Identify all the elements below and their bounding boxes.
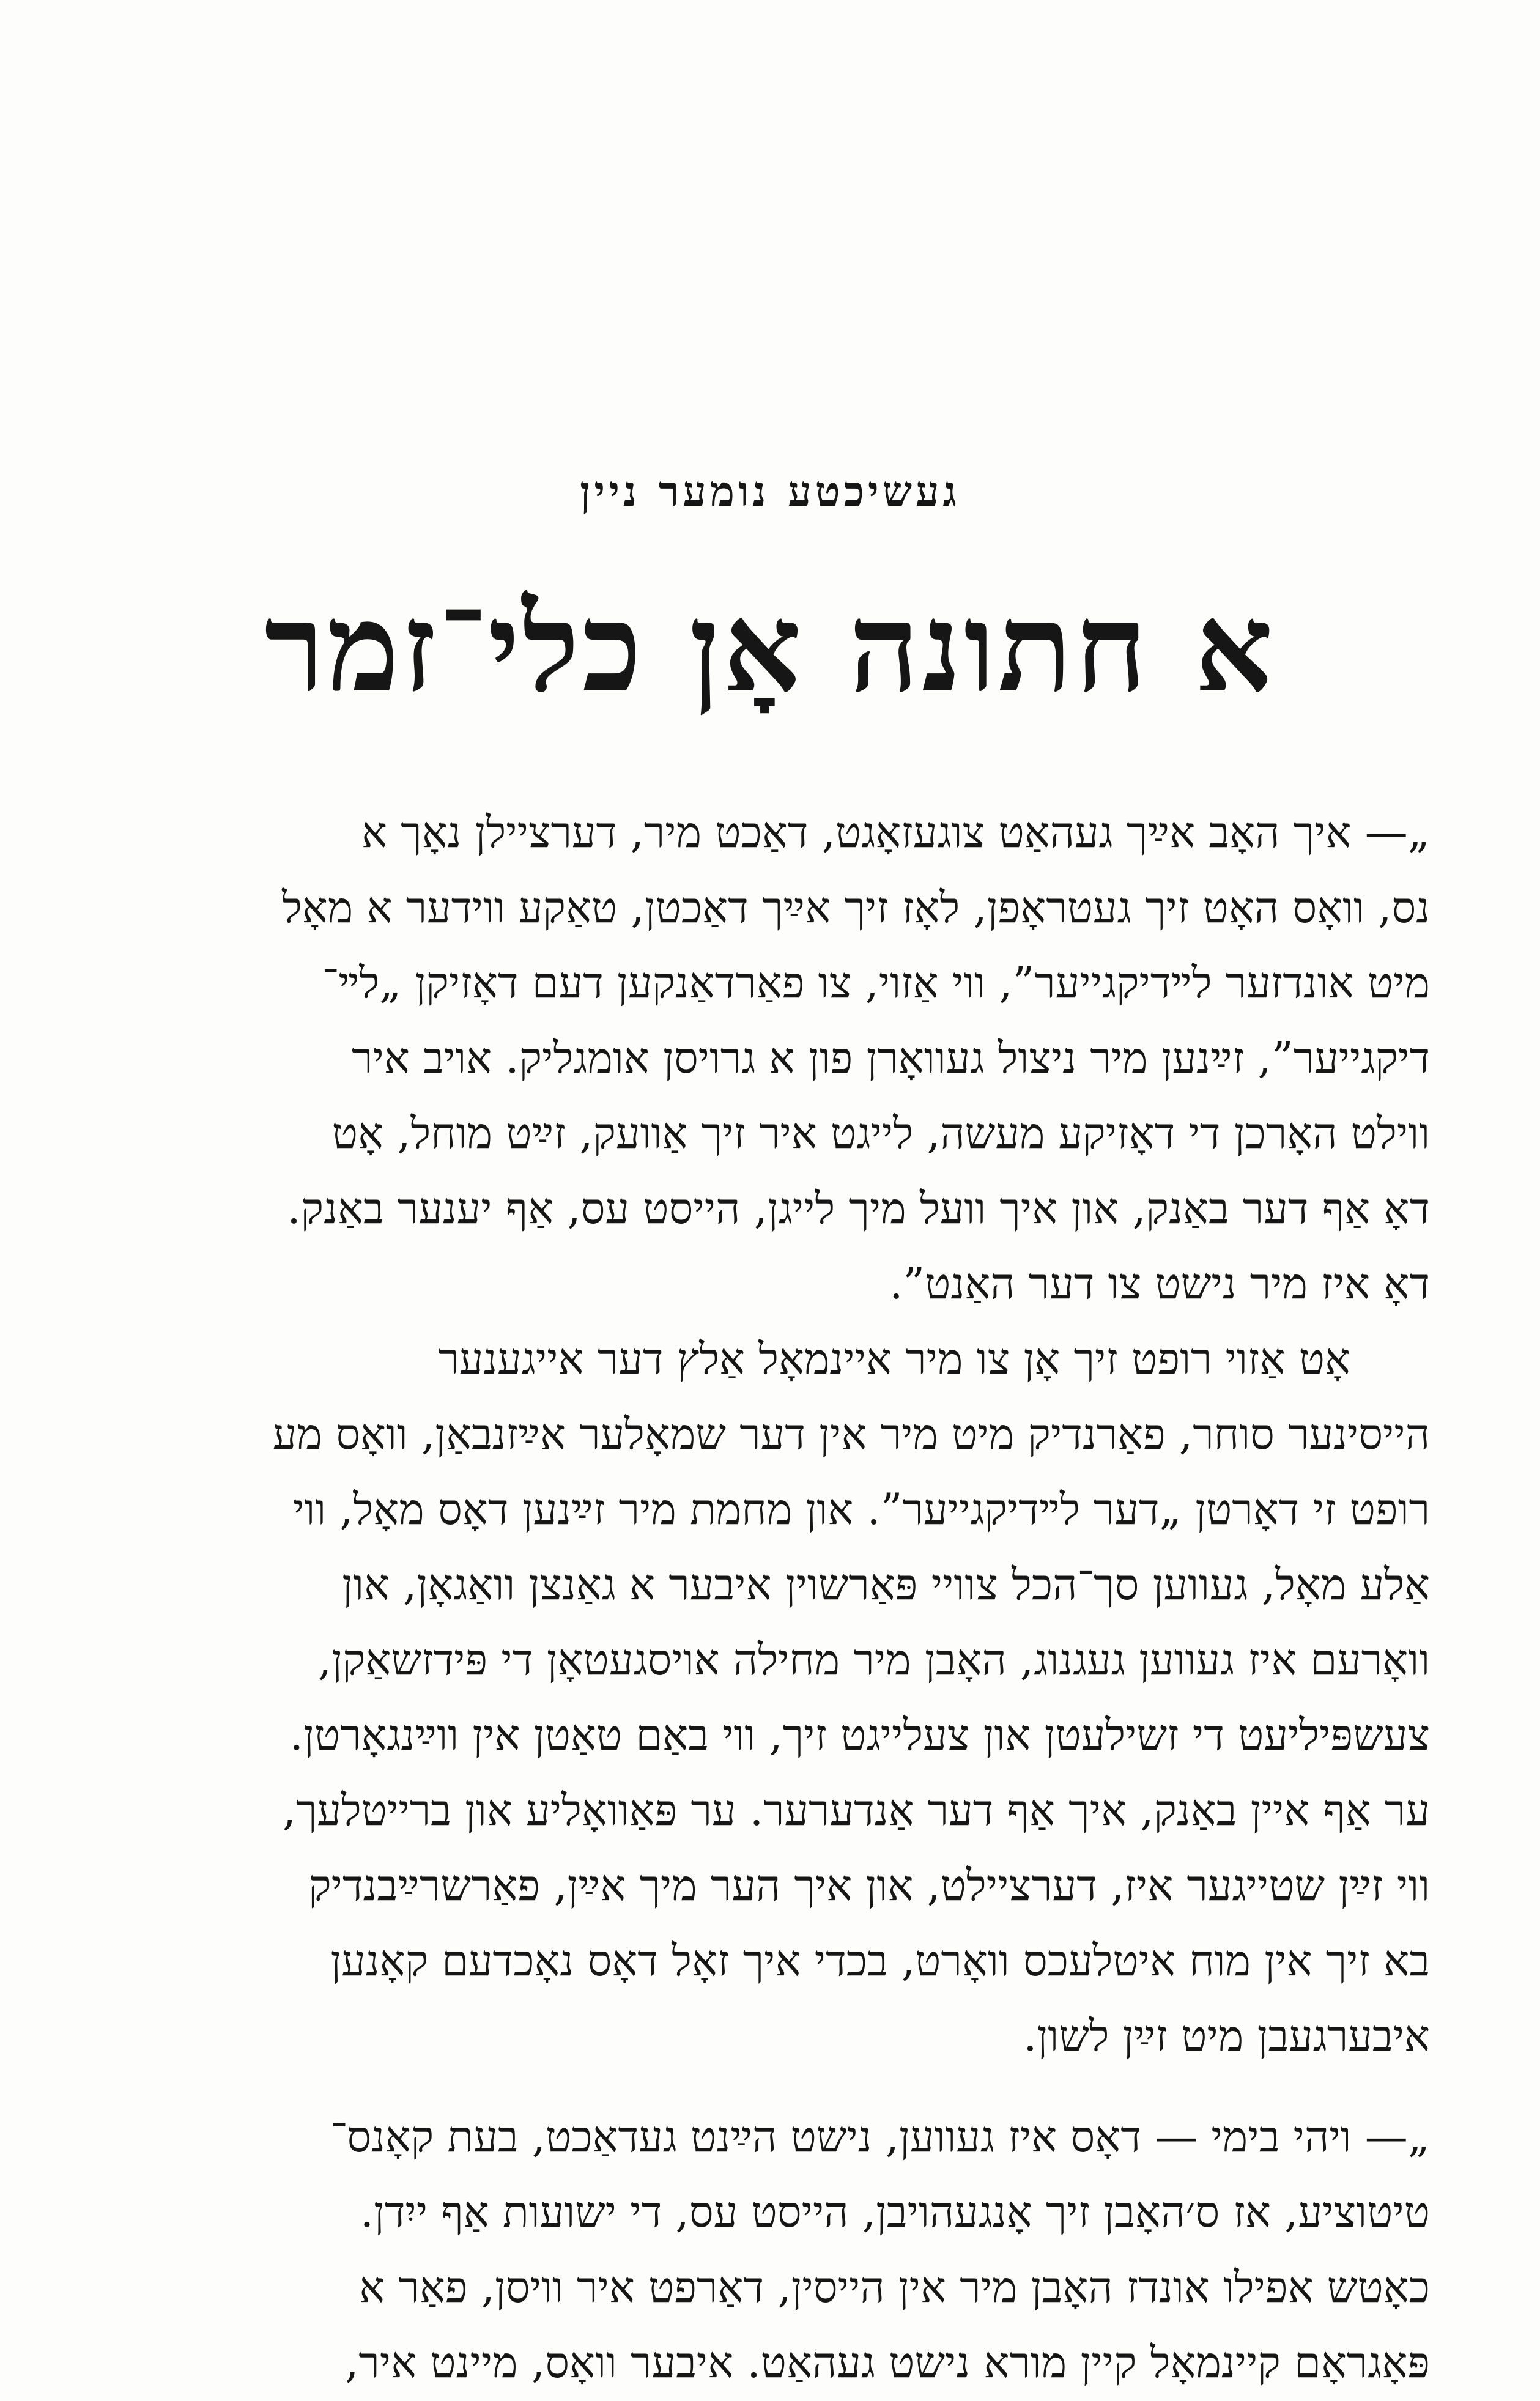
text-line: ער אַף איין באַנק, איך אַף דער אַנדערער. ער פּאַוואָליע און ברייטלעך, bbox=[282, 1785, 1430, 1835]
paragraph-spacer bbox=[0, 2074, 1430, 2099]
text-line: „— איך האָב אײַך געהאַט צוגעזאָגט, דאַכט מיר, דערציילן נאָך א bbox=[361, 807, 1430, 857]
text-line: מיט אונדזער לײדיקגייער”, ווי אַזוי, צו פאַרדאַנקען דעם דאָזיקן „לײ־ bbox=[322, 958, 1430, 1008]
text-line: נס, וואָס האָט זיך געטראָפן, לאָז זיך אײַך דאַכטן, טאַקע ווידער א מאָל bbox=[282, 882, 1430, 933]
text-line: טיטוציע, אז ס׳האָבן זיך אָנגעהויבן, הייסט עס, די ישועות אַף ייִדן. bbox=[360, 2187, 1430, 2237]
text-line: אַלע מאָל, געווען סך־הכל צוויי פּאַרשוין איבער א גאַנצן וואַגאָן, און bbox=[342, 1559, 1430, 1610]
paragraph-1 bbox=[0, 795, 1430, 1322]
paragraph-2 bbox=[0, 1322, 1430, 2074]
text-line: „— ויהי בימי — דאָס איז געווען, נישט הײַנט געדאַכט, בעת קאָנס־ bbox=[330, 2112, 1430, 2162]
text-line: דאָ איז מיר נישט צו דער האַנט”. bbox=[889, 1259, 1430, 1309]
text-line: רופט זי דאָרטן „דער לײדיקגייער”. און מחמת מיר זײַנען דאָס מאָל, ווי bbox=[292, 1484, 1430, 1534]
text-line: צעשפּיליעט די זשילעטן און צעלייגט זיך, ווי באַם טאַטן אין ווײַנגאָרטן. bbox=[289, 1710, 1430, 1760]
text-line: וואָרעם איז געווען געגנוג, האָבן מיר מחילה אויסגעטאָן די פּידזשאַקן, bbox=[317, 1635, 1430, 1685]
text-line: בא זיך אין מוח איטלעכס וואָרט, בכדי איך זאָל דאָס נאָכדעם קאָנען bbox=[330, 1936, 1430, 1986]
paragraph-3 bbox=[0, 2099, 1430, 2400]
text-line: ווי זײַן שטייגער איז, דערציילט, און איך הער מיך אײַן, פאַרשרײַבנדיק bbox=[308, 1860, 1430, 1911]
text-line: דאָ אַף דער באַנק, און איך וועל מיך לייגן, הייסט עס, אַף יענער באַנק. bbox=[287, 1183, 1430, 1234]
text-line: כאָטש אפילו אונדז האָבן מיר אין הייסין, דאַרפט איר וויסן, פאַר א bbox=[359, 2262, 1430, 2312]
text-line: דיקגייער”, זײַנען מיר ניצול געוואָרן פון א גרויסן אומגליק. אויב איר bbox=[352, 1033, 1430, 1083]
chapter-number-heading: געשיכטע נומער ניין bbox=[580, 467, 960, 516]
text-line: ווילט האָרכן די דאָזיקע מעשה, לייגט איר זיך אַוועק, זײַט מוחל, אָט bbox=[331, 1108, 1430, 1158]
text-line: איבערגעבן מיט זײַן לשון. bbox=[1023, 2011, 1430, 2061]
text-line: אָט אַזוי רופט זיך אָן צו מיר איינמאָל אַלץ דער אייגענער bbox=[438, 1334, 1350, 1384]
story-text bbox=[0, 795, 1430, 2400]
text-line: הייסינער סוחר, פאַרנדיק מיט מיר אין דער שמאָלער אײַזנבאַן, וואָס מע bbox=[272, 1409, 1430, 1459]
story-title: א חתונה אָן כלי־זמר bbox=[264, 576, 1276, 720]
text-line: פּאָגראָם קיינמאָל קיין מורא נישט געהאַט. איבער וואָס, מיינט איר, bbox=[345, 2337, 1430, 2388]
